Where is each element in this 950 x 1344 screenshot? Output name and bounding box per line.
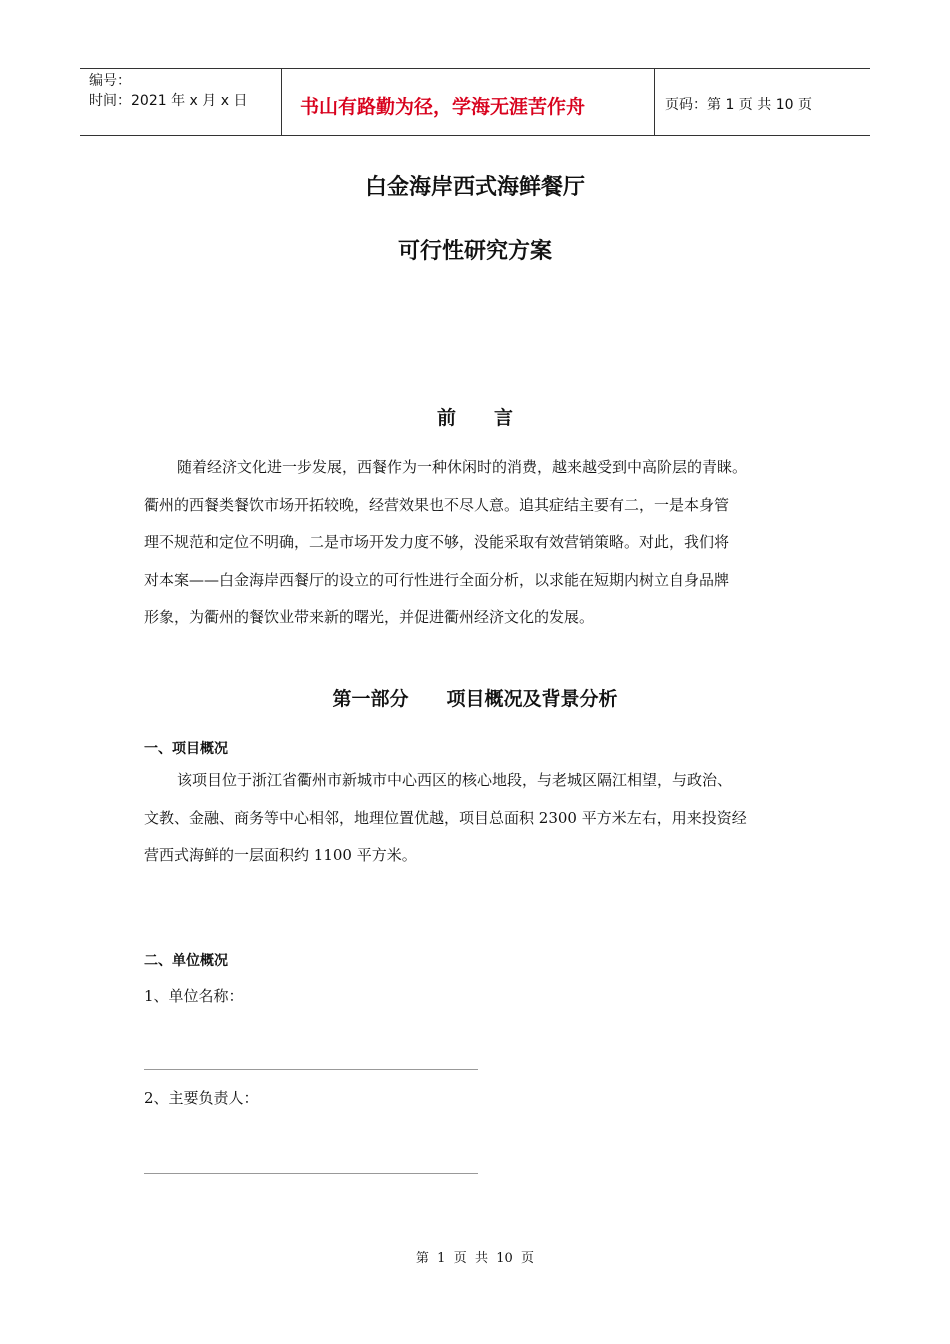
document-time-label: 时间：2021 年 x 月 x 日 (89, 93, 248, 109)
paragraph-line: 文教、金融、商务等中心相邻，地理位置优越，项目总面积 2300 平方米左右，用来投资经 (144, 808, 747, 827)
section-paragraph (144, 762, 824, 875)
paragraph-line: 营西式海鲜的一层面积约 1100 平方米。 (144, 846, 417, 864)
header-divider (281, 68, 282, 135)
principal-label: 2、主要负责人： (144, 1089, 259, 1107)
paragraph-line: 该项目位于浙江省衢州市新城市中心西区的核心地段，与老城区隔江相望，与政治、 (177, 771, 733, 789)
principal-fill-line (144, 1173, 478, 1174)
header-page-info: 页码：第 1 页 共 10 页 (665, 97, 812, 113)
document-number-label: 编号： (89, 73, 131, 89)
paragraph-line: 衢州的西餐类餐饮市场开拓较晚，经营效果也不尽人意。追其症结主要有二，一是本身管 (144, 495, 730, 514)
paragraph-line: 理不规范和定位不明确，二是市场开发力度不够，没能采取有效营销策略。对此，我们将 (144, 533, 730, 551)
header-motto: 书山有路勤为径，学海无涯苦作舟 (300, 96, 586, 118)
header-top-border (80, 68, 870, 69)
document-subtitle: 可行性研究方案 (397, 239, 552, 264)
paragraph-line: 形象，为衢州的餐饮业带来新的曙光，并促进衢州经济文化的发展。 (144, 608, 595, 626)
section-heading: 一、项目概况 (144, 741, 228, 757)
unit-name-fill-line (144, 1069, 478, 1070)
preface-paragraph (144, 449, 824, 637)
preface-heading: 前言 (436, 407, 551, 429)
paragraph-line: 对本案——白金海岸西餐厅的设立的可行性进行全面分析，以求能在短期内树立自身品牌 (144, 570, 730, 589)
section-heading: 二、单位概况 (144, 953, 228, 969)
page-footer: 第 1 页 共 10 页 (415, 1251, 535, 1266)
unit-name-label: 1、单位名称： (144, 987, 244, 1005)
paragraph-line: 随着经济文化进一步发展，西餐作为一种休闲时的消费，越来越受到中高阶层的青睐。 (177, 458, 748, 476)
part-heading: 第一部分 项目概况及背景分析 (332, 688, 618, 710)
header-bottom-border (80, 135, 870, 136)
header-divider (654, 68, 655, 135)
document-title: 白金海岸西式海鲜餐厅 (364, 175, 585, 200)
